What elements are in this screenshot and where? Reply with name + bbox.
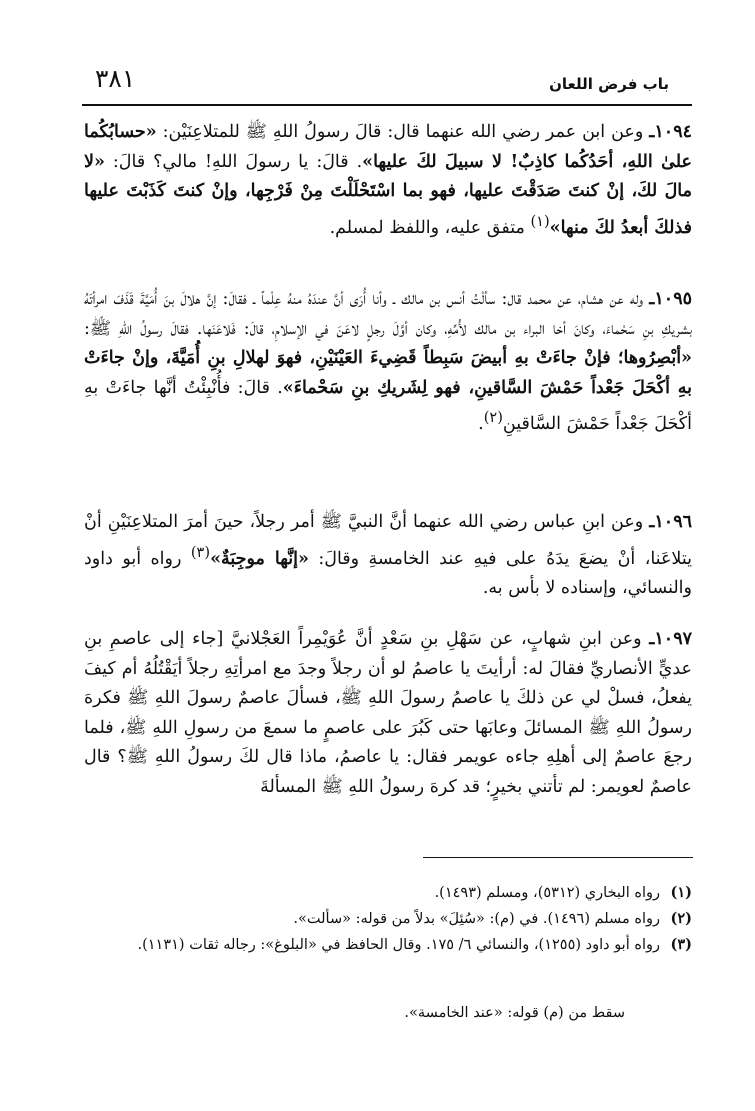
footnote-label: (٣) <box>670 936 692 953</box>
footnote-ref: (٢) <box>483 409 503 426</box>
hadith-text: وعن ابنِ عباس رضي الله عنهما أنَّ النبيَّ ﷺ أمر رجلاً، حينَ أمرَ المتلاعِنَيْنِ أنْ يتلاعَنا، أنْ يضعَ يدَهُ على فيهِ عند الخامسةِ وقالَ: <box>84 512 692 569</box>
hadith-1095 <box>84 285 692 439</box>
hadith-number: ١٠٩٤ـ <box>649 122 692 142</box>
extra-note: سقط من (م) قوله: «عند الخامسة». <box>404 1005 625 1021</box>
footnote-divider <box>423 857 693 858</box>
hadith-number: ١٠٩٧ـ <box>649 629 692 649</box>
footnote-text: رواه مسلم (١٤٩٦). في (م): «سُئِلَ» بدلاً من قوله: «سألت». <box>293 911 660 927</box>
footnote-text: رواه البخاري (٥٣١٢)، ومسلم (١٤٩٣). <box>434 885 660 901</box>
hadith-text: رواه أبو داود والنسائي، وإسناده لا بأس به. <box>84 548 692 598</box>
hadith-text: وعن ابنِ شهابٍ، عن سَهْلِ بنِ سَعْدٍ أنَّ عُوَيْمِراً العَجْلانيَّ [جاء إلى عاصمِ بنِ عديٍّ الأنصاريِّ فقالَ له: أرأيتَ يا عاصمُ لو أن رجلاً وجدَ مع امرأتِهِ رجلاً أيَقْتُلُهُ أم كيفَ يفعلُ، فسلْ لي عن ذلكَ يا عاصمُ رسولَ اللهِ ﷺ، فسألَ عاصمٌ رسولَ اللهِ ﷺ فكرهَ رسولُ اللهِ ﷺ المسائلَ وعابَها حتى كَبُرَ على عاصمٍ ما سمعَ من رسولِ اللهِ ﷺ، فلما رجعَ عاصمٌ إلى أهلِهِ جاءه عويمر فقال: يا عاصمُ، ماذا قال لكَ رسولُ اللهِ ﷺ؟ قال عاصمٌ لعويمر: لم تأتني بخيرٍ؛ قد كرهَ رسولُ اللهِ ﷺ المسألةَ <box>84 629 693 797</box>
prophetic-quote: «إنَّها موجِبَةٌ» <box>210 548 309 569</box>
page-number: ٣٨١ <box>95 64 136 93</box>
hadith-1096 <box>84 508 692 603</box>
footnote-ref: (١) <box>530 212 550 230</box>
hadith-1097 <box>84 625 692 802</box>
prophetic-quote: «حسابُكُما علىٰ اللهِ، أحَدُكُما كاذِبٌ! لا سبيلَ لكَ عليها» <box>84 122 692 172</box>
hadith-text: متفق عليه، واللفظ لمسلم. <box>329 217 531 238</box>
hadith-text: وله عن هشام، عن محمد قال: سألْتُ أنس بن مالك ـ وأنا أُرَى أنَّ عندَهُ منهُ عِلْماً ـ فقالَ: إنَّ هلالَ بنَ أُمَيَّةَ قَذَفَ امرأتَهُ بشريكِ بنِ سَحْماءَ، وكانَ أخا البراء بن مالك لأُمِّهِ، وكان أوَّلَ رجلٍ لاعَنَ في الإسلامِ، قالَ: فَلاعَنَها. فقالَ رسولُ اللهِ ﷺ: <box>84 289 692 339</box>
hadith-text: وعن ابن عمر رضي الله عنهما قال: قالَ رسولُ اللهِ ﷺ للمتلاعِنَيْن: <box>156 122 650 142</box>
hadith-number: ١٠٩٦ـ <box>649 512 692 532</box>
hadith-text: . قالَ: فأُنْبِئْتُ أنَّها جاءَتْ بهِ أكْحَلَ جَعْداً حَمْشَ السَّاقينِ <box>84 377 692 434</box>
footnote-ref: (٣) <box>190 543 211 561</box>
footnote-text: رواه أبو داود (١٢٥٥)، والنسائي ٦/ ١٧٥. وقال الحافظ في «البلوغ»: رجاله ثقات (١١٣١). <box>137 937 660 953</box>
footnote <box>84 880 692 906</box>
hadith-text: . قالَ: يا رسولَ اللهِ! مالي؟ قالَ: <box>104 151 363 172</box>
chapter-title: باب فرض اللعان <box>549 75 669 93</box>
hadith-1094 <box>84 118 692 243</box>
footnote-label: (٢) <box>670 910 692 927</box>
header-divider <box>82 104 692 106</box>
prophetic-quote: «لا مالَ لكَ، إنْ كنتَ صَدَقْتَ عليها، فهو بما اسْتَحْلَلْتَ مِنْ فَرْجِها، وإنْ كنتَ كَذَبْتَ عليها فذلكَ أبعدُ لكَ منها» <box>84 151 692 238</box>
footnote <box>84 906 692 932</box>
hadith-number: ١٠٩٥ـ <box>649 289 692 309</box>
prophetic-quote: «أبْصِرُوها؛ فإنْ جاءَتْ بهِ أبيضَ سَبِطاً قَضِيءَ العَيْنَيْنِ، فهوَ لهلالِ بنِ أُمَيَّةَ، وإنْ جاءَتْ بهِ أكْحَلَ جَعْداً حَمْشَ السَّاقينِ، فهو لِشَريكِ بنِ سَحْماءَ» <box>84 348 692 398</box>
footnote <box>84 932 692 958</box>
footnote-label: (١) <box>670 884 692 901</box>
hadith-text: . <box>478 413 484 434</box>
